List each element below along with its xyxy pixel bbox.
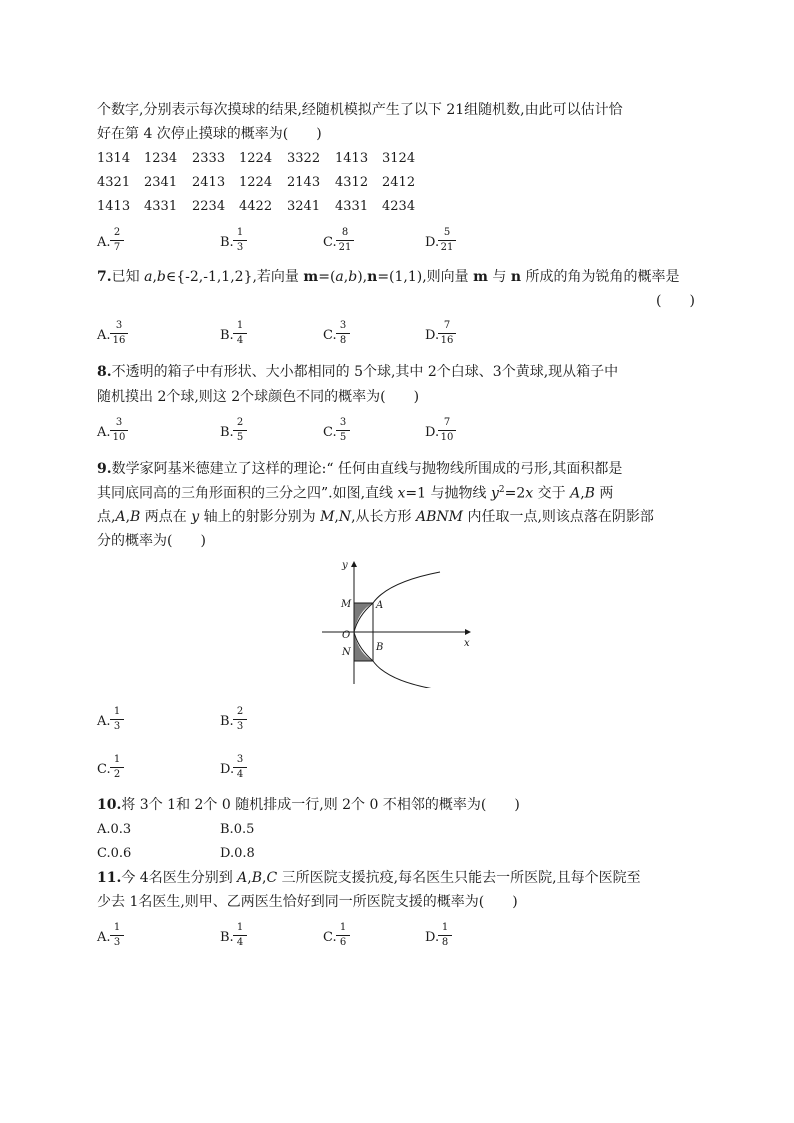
fraction: 3 10	[110, 417, 128, 444]
table-cell: 2143	[287, 175, 321, 190]
fraction: 3 5	[336, 417, 350, 444]
label-a: A	[376, 600, 384, 611]
fraction: 8 21	[336, 227, 354, 254]
table-cell: 2234	[192, 199, 226, 214]
q9-text-line2: 其同底同高的三角形面积的三分之四”.如图,直线 x=1 与抛物线 $y^2=2x$ 交于 A,B 两	[97, 485, 614, 502]
fraction: 1 8	[438, 922, 452, 949]
parabola-curve	[354, 572, 440, 688]
table-cell: 4331	[335, 199, 369, 214]
table-cell: 1224	[239, 151, 273, 166]
table-cell: 1234	[144, 151, 178, 166]
table-cell: 2413	[192, 175, 226, 190]
fraction: 2 7	[110, 227, 124, 254]
shaded-region-lower	[354, 632, 373, 661]
fraction: 1 4	[233, 320, 247, 347]
table-cell: 1224	[239, 175, 273, 190]
table-cell: 2412	[382, 175, 416, 190]
fraction: 1 6	[336, 922, 350, 949]
q7-text-line1: 7.已知 a,b∈{-2,-1,1,2},若向量 m=(a,b),n=(1,1),则向量 m 与 n 所成的角为锐角的概率是	[97, 269, 680, 285]
table-cell: 4234	[382, 199, 416, 214]
q10-option-b[interactable]: B.0.5	[220, 822, 255, 837]
fraction: 3 8	[336, 320, 350, 347]
shaded-region-upper	[354, 603, 373, 632]
fraction: 3 4	[233, 754, 247, 781]
q10-option-c[interactable]: C.0.6	[97, 846, 132, 861]
fraction: 7 10	[438, 417, 456, 444]
table-cell: 1314	[97, 151, 131, 166]
table-cell: 4321	[97, 175, 131, 190]
table-cell: 2341	[144, 175, 178, 190]
q8-text-line1: 8.不透明的箱子中有形状、大小都相同的 5个球,其中 2个白球、3个黄球,现从箱子中	[97, 364, 619, 380]
label-y: y	[342, 560, 348, 571]
q6-text-line1: 个数字,分别表示每次摸球的结果,经随机模拟产生了以下 21组随机数,由此可以估计恰	[97, 102, 623, 118]
fraction: 1 3	[110, 922, 124, 949]
fraction: 7 16	[438, 320, 456, 347]
table-cell: 3322	[287, 151, 321, 166]
label-n: N	[342, 647, 351, 658]
q11-text-line2: 少去 1名医生,则甲、乙两医生恰好到同一所医院支援的概率为( )	[97, 894, 518, 910]
table-cell: 1413	[97, 199, 131, 214]
fraction: 1 3	[233, 227, 247, 254]
table-cell: 3241	[287, 199, 321, 214]
label-m: M	[341, 599, 352, 610]
q11-text-line1: 11.今 4名医生分别到 A,B,C 三所医院支援抗疫,每名医生只能去一所医院,且每个医院至	[97, 870, 641, 886]
q9-text-line3: 点,A,B 两点在 y 轴上的射影分别为 M,N,从长方形 ABNM 内任取一点,则该点落在阴影部	[97, 509, 654, 525]
q9-parabola-figure	[318, 556, 478, 688]
fraction: 2 3	[233, 706, 247, 733]
table-cell: 2333	[192, 151, 226, 166]
table-cell: 4422	[239, 199, 273, 214]
q10-option-a[interactable]: A.0.3	[97, 822, 132, 837]
fraction: 5 21	[438, 227, 456, 254]
q10-text: 10.将 3个 1和 2个 0 随机排成一行,则 2个 0 不相邻的概率为( )	[97, 797, 520, 813]
fraction: 1 3	[110, 706, 124, 733]
fraction: 2 5	[233, 417, 247, 444]
table-cell: 3124	[382, 151, 416, 166]
label-o: O	[342, 630, 351, 641]
table-cell: 4331	[144, 199, 178, 214]
q8-text-line2: 随机摸出 2个球,则这 2个球颜色不同的概率为( )	[97, 389, 420, 405]
label-x: x	[464, 638, 470, 649]
q9-text-line4: 分的概率为( )	[97, 533, 206, 549]
table-cell: 1413	[335, 151, 369, 166]
q9-text-line1: 9.数学家阿基米德建立了这样的理论:“ 任何由直线与抛物线所围成的弓形,其面积都是	[97, 461, 623, 477]
q7-answer-paren: ( )	[656, 293, 695, 309]
label-b: B	[376, 642, 384, 653]
fraction: 1 4	[233, 922, 247, 949]
fraction: 1 2	[110, 754, 124, 781]
fraction: 3 16	[110, 320, 128, 347]
q6-text-line2: 好在第 4 次停止摸球的概率为( )	[97, 126, 322, 142]
q10-option-d[interactable]: D.0.8	[220, 846, 255, 861]
table-cell: 4312	[335, 175, 369, 190]
